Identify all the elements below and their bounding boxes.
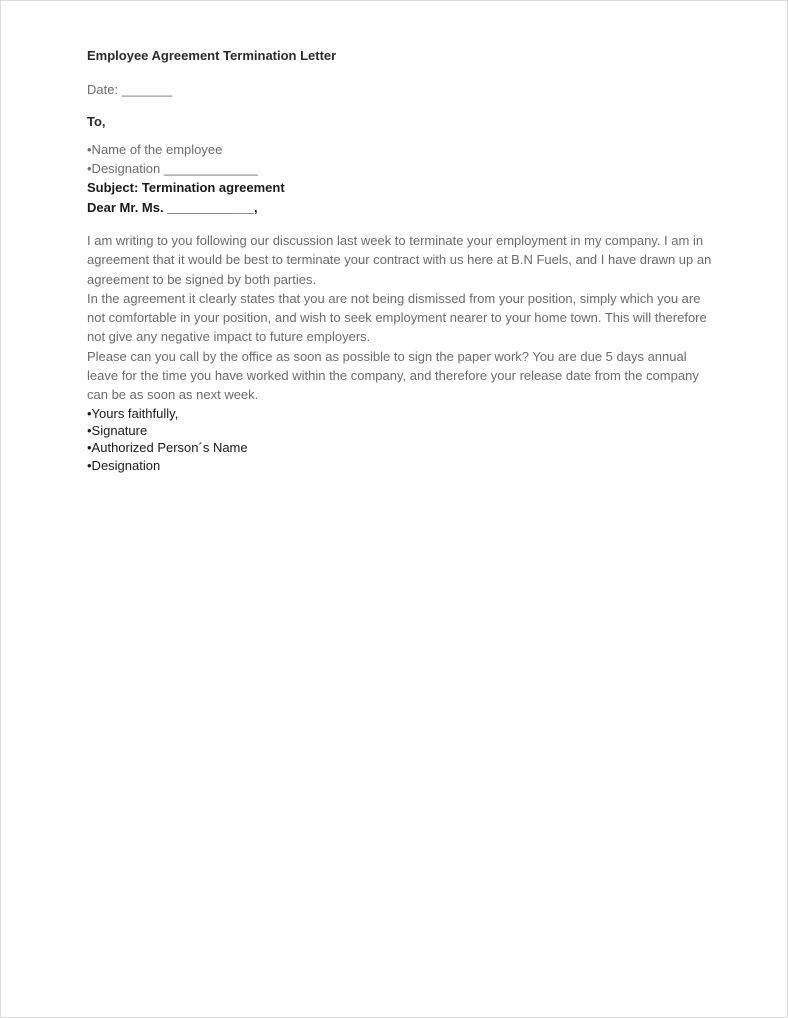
salutation: Dear Mr. Ms. ____________,	[87, 200, 258, 215]
date-line: Date: _______	[87, 82, 173, 97]
recipient-designation-line: •Designation _____________	[87, 161, 258, 176]
closing-block	[87, 405, 717, 474]
letter-paragraphs	[87, 231, 717, 405]
letter-title: Employee Agreement Termination Letter	[87, 48, 337, 63]
subject-line: Subject: Termination agreement	[87, 180, 285, 195]
letter-body	[87, 47, 717, 474]
paragraph: I am writing to you following our discussion last week to terminate your employment in my company. I am in agreement that it would be best to terminate your contract with us here at B.N Fuels, and I have drawn up an agreement to be signed by both parties.	[87, 233, 712, 287]
paragraph: In the agreement it clearly states that you are not being dismissed from your position, simply which you are not comfortable in your position, and wish to seek employment nearer to your home town. This will therefore not give any negative impact to future employers.	[87, 290, 707, 345]
closing-line: •Signature	[87, 422, 148, 438]
closing-line: •Yours faithfully,	[87, 405, 179, 421]
paragraph: Please can you call by the office as soon as possible to sign the paper work? You are due 5 days annual leave for the time you have worked within the company, and therefore your release date from the company can be as soon as next week.	[87, 348, 699, 403]
to-label: To,	[87, 114, 106, 129]
recipient-name-line: •Name of the employee	[87, 142, 223, 157]
closing-line: •Authorized Person´s Name	[87, 440, 248, 456]
closing-line: •Designation	[87, 457, 161, 473]
